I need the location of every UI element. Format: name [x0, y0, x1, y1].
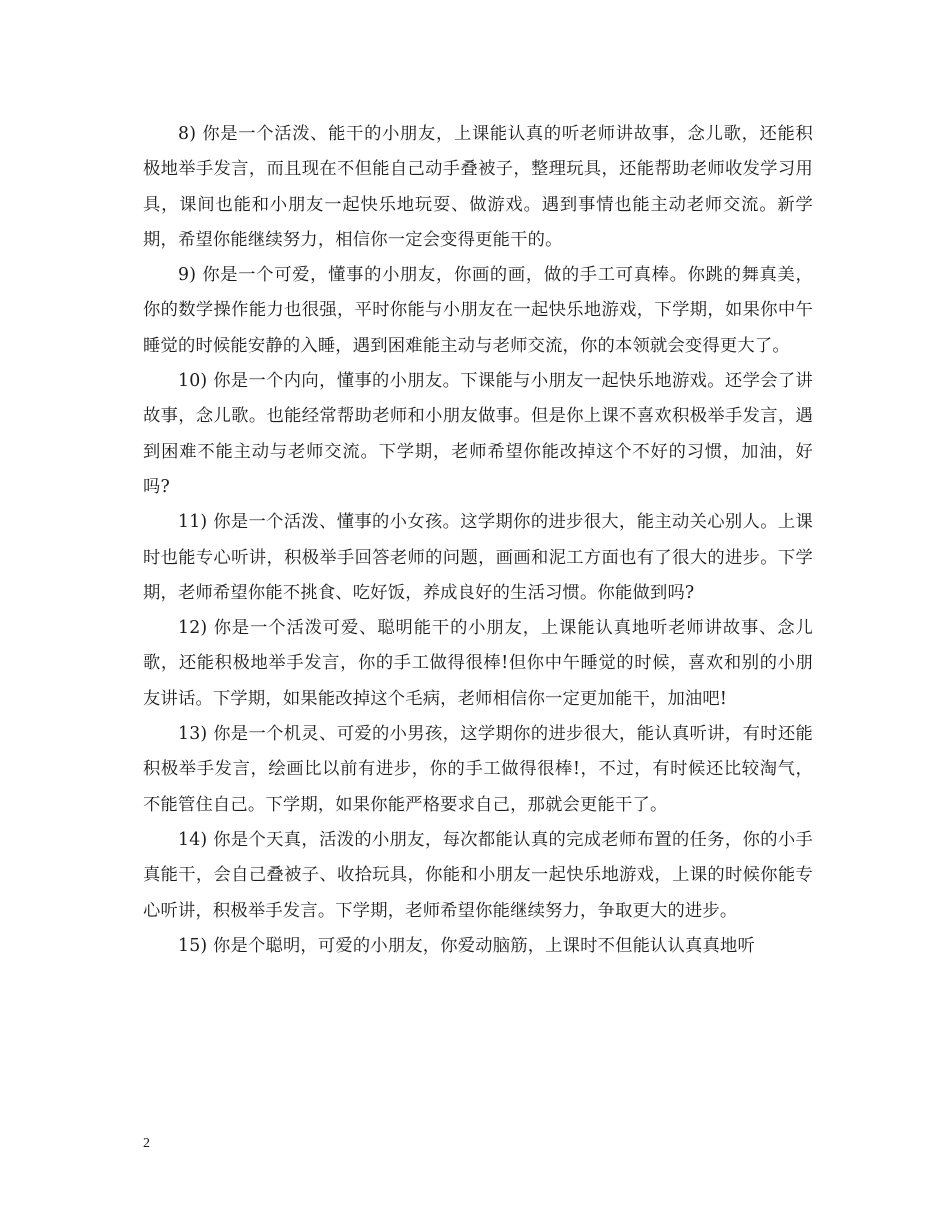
paragraph-9: 9) 你是一个可爱，懂事的小朋友，你画的画，做的手工可真棒。你跳的舞真美，你的数学操作能力也很强，平时你能与小朋友在一起快乐地游戏，下学期，如果你中午睡觉的时候能安静的入睡，遇到困难能主动与老师交流，你的本领就会变得更大了。	[143, 265, 813, 356]
paragraph-11: 11) 你是一个活泼、懂事的小女孩。这学期你的进步很大，能主动关心别人。上课时也能专心听讲，积极举手回答老师的问题，画画和泥工方面也有了很大的进步。下学期，老师希望你能不挑食、吃好饭，养成良好的生活习惯。你能做到吗?	[143, 512, 813, 603]
paragraph-15: 15) 你是个聪明，可爱的小朋友，你爱动脑筋，上课时不但能认认真真地听	[178, 935, 755, 956]
paragraph-10: 10) 你是一个内向，懂事的小朋友。下课能与小朋友一起快乐地游戏。还学会了讲故事，念儿歌。也能经常帮助老师和小朋友做事。但是你上课不喜欢积极举手发言，遇到困难不能主动与老师交流。下学期，老师希望你能改掉这个不好的习惯，加油，好吗?	[143, 371, 813, 497]
paragraph-14: 14) 你是个天真，活泼的小朋友，每次都能认真的完成老师布置的任务，你的小手真能干，会自己叠被子、收拾玩具，你能和小朋友一起快乐地游戏，上课的时候你能专心听讲，积极举手发言。下学期，老师希望你能继续努力，争取更大的进步。	[143, 829, 813, 921]
paragraph-13: 13) 你是一个机灵、可爱的小男孩，这学期你的进步很大，能认真听讲，有时还能积极举手发言，绘画比以前有进步，你的手工做得很棒!，不过，有时候还比较淘气，不能管住自己。下学期，如果你能严格要求自己，那就会更能干了。	[143, 724, 813, 815]
document-body	[143, 117, 813, 964]
paragraph-8: 8) 你是一个活泼、能干的小朋友，上课能认真的听老师讲故事，念儿歌，还能积极地举手发言，而且现在不但能自己动手叠被子，整理玩具，还能帮助老师收发学习用具，课间也能和小朋友一起快乐地玩耍、做游戏。遇到事情也能主动老师交流。新学期，希望你能继续努力，相信你一定会变得更能干的。	[143, 124, 813, 250]
paragraph-12: 12) 你是一个活泼可爱、聪明能干的小朋友，上课能认真地听老师讲故事、念儿歌，还能积极地举手发言，你的手工做得很棒!但你中午睡觉的时候，喜欢和别的小朋友讲话。下学期，如果能改掉这个毛病，老师相信你一定更加能干，加油吧!	[143, 618, 813, 709]
page-number: 2	[143, 1136, 150, 1151]
